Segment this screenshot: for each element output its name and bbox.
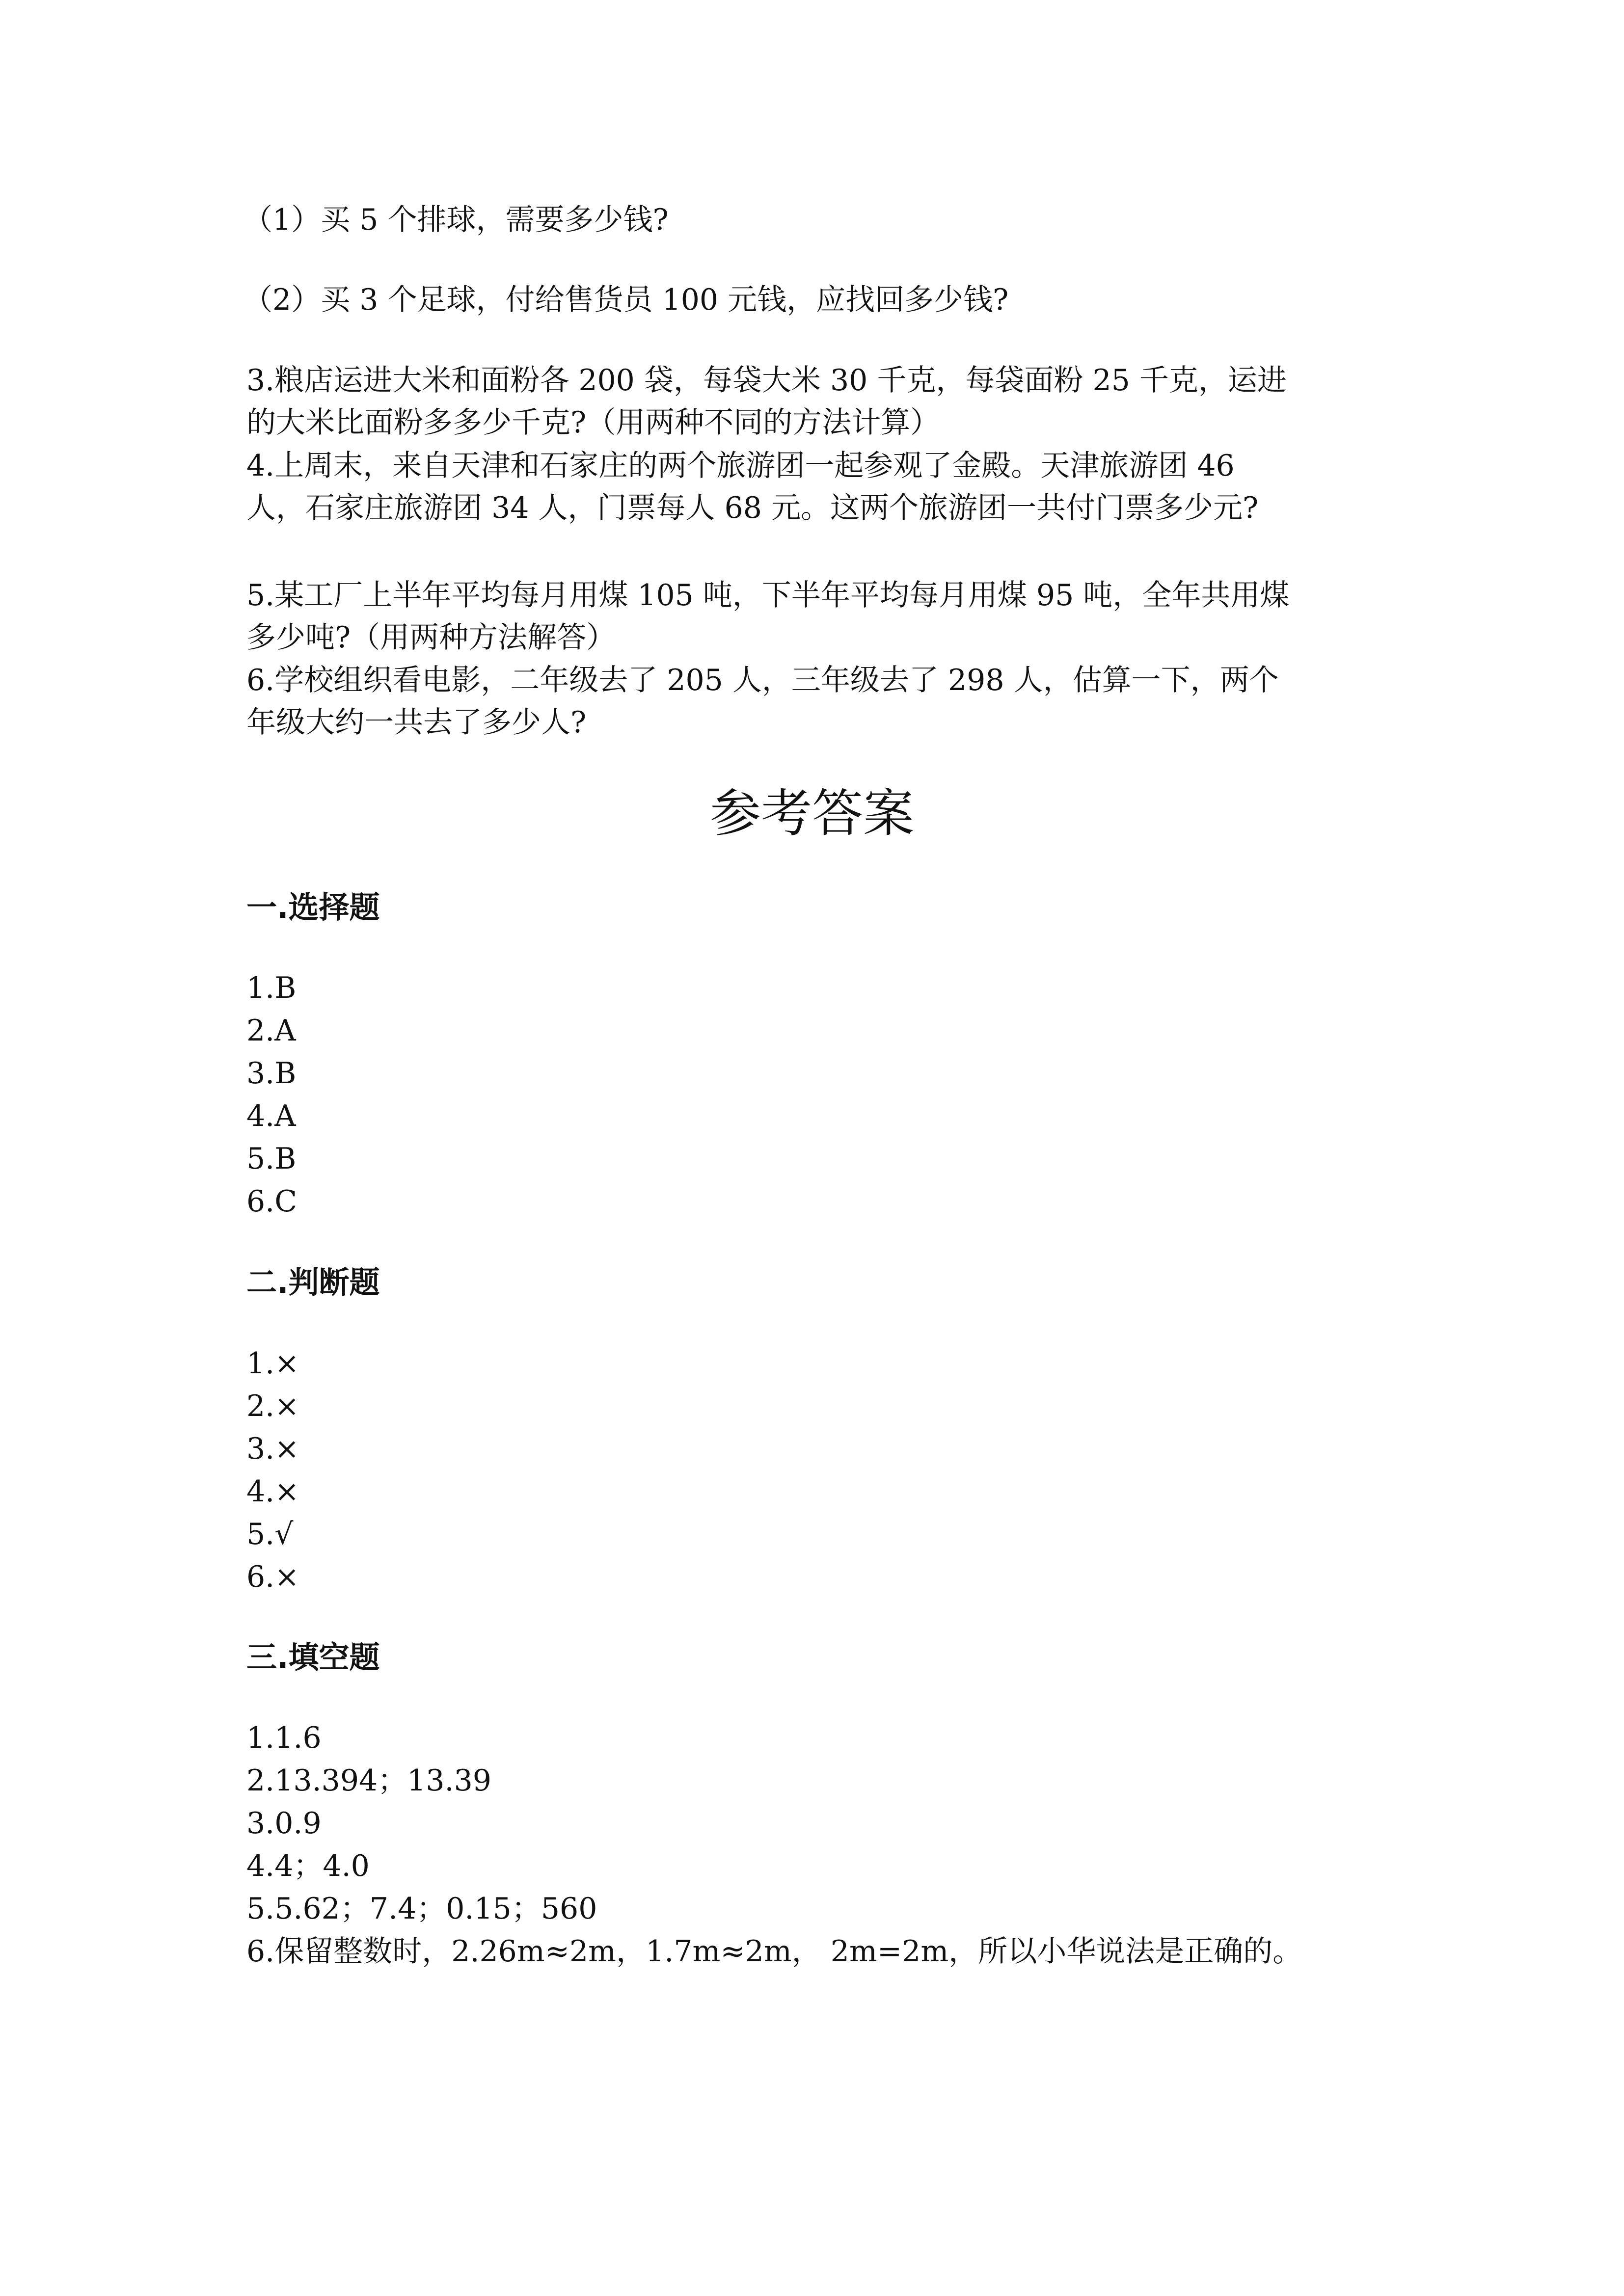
question-4-line-2: 人，石家庄旅游团 34 人，门票每人 68 元。这两个旅游团一共付门票多少元? <box>246 491 1259 525</box>
question-3-line-2: 的大米比面粉多多少千克?（用两种不同的方法计算） <box>246 405 940 440</box>
answer-item: 4.A <box>246 1099 296 1133</box>
answer-item: 6.保留整数时，2.26m≈2m，1.7m≈2m， 2m=2m，所以小华说法是正确的。 <box>246 1934 1302 1969</box>
answer-item: 1.× <box>246 1346 299 1381</box>
question-2-sub-1: （1）买 5 个排球，需要多少钱? <box>243 203 669 237</box>
answer-item: 3.B <box>246 1056 297 1091</box>
answer-item: 5.√ <box>246 1517 294 1551</box>
answer-item: 2.A <box>246 1014 296 1048</box>
section-heading-fill-blank: 三.填空题 <box>246 1639 380 1675</box>
answer-item: 3.0.9 <box>246 1806 322 1841</box>
answer-item: 1.B <box>246 971 297 1005</box>
answer-item: 5.B <box>246 1142 297 1176</box>
question-6-line-2: 年级大约一共去了多少人? <box>246 705 587 740</box>
answer-item: 4.4；4.0 <box>246 1849 370 1883</box>
question-5-line-1: 5.某工厂上半年平均每月用煤 105 吨，下半年平均每月用煤 95 吨，全年共用煤 <box>246 578 1290 613</box>
question-6-line-1: 6.学校组织看电影，二年级去了 205 人，三年级去了 298 人，估算一下，两个 <box>246 663 1279 697</box>
answer-item: 5.5.62；7.4；0.15；560 <box>246 1892 597 1926</box>
answer-item: 2.× <box>246 1389 299 1423</box>
answer-item: 2.13.394；13.39 <box>246 1763 491 1798</box>
answer-item: 6.C <box>246 1184 298 1219</box>
question-3-line-1: 3.粮店运进大米和面粉各 200 袋，每袋大米 30 千克，每袋面粉 25 千克，运进 <box>246 363 1287 398</box>
answer-item: 1.1.6 <box>246 1721 322 1755</box>
question-4-line-1: 4.上周末，来自天津和石家庄的两个旅游团一起参观了金殿。天津旅游团 46 <box>246 449 1235 483</box>
answer-item: 3.× <box>246 1432 299 1466</box>
answer-item: 6.× <box>246 1560 299 1594</box>
section-heading-choice: 一.选择题 <box>246 889 380 925</box>
answer-title: 参考答案 <box>709 783 914 843</box>
section-heading-judgement: 二.判断题 <box>246 1264 380 1300</box>
question-5-line-2: 多少吨?（用两种方法解答） <box>246 620 616 655</box>
question-2-sub-2: （2）买 3 个足球，付给售货员 100 元钱，应找回多少钱? <box>243 283 1009 317</box>
answer-item: 4.× <box>246 1474 299 1509</box>
